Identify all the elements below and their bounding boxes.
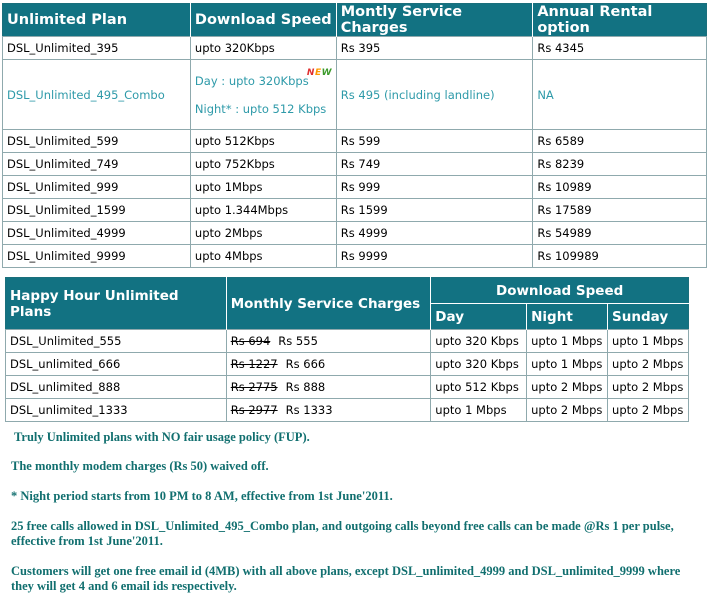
col-header-annual: Annual Rental option (533, 4, 707, 37)
night-speed-cell: upto 1 Mbps (527, 330, 608, 353)
speed-night: Night* : upto 512 Kbps (194, 101, 327, 116)
annual-cell: Rs 54989 (533, 222, 707, 245)
col-header-speed: Download Speed (190, 4, 336, 37)
old-price: Rs 2977 (230, 403, 278, 417)
col-header-night: Night (527, 304, 608, 330)
table-row (3, 245, 707, 268)
night-speed-cell: upto 2 Mbps (527, 399, 608, 422)
new-price: Rs 666 (285, 357, 326, 371)
col-header-charges: Monthly Service Charges (226, 278, 431, 330)
charges-cell: Rs 1599 (336, 199, 533, 222)
unlimited-plans-table (2, 3, 707, 268)
charges-cell: Rs 749 (336, 153, 533, 176)
day-speed-cell: upto 320 Kbps (431, 353, 527, 376)
col-header-download-speed: Download Speed (431, 278, 689, 304)
old-price: Rs 2775 (230, 380, 278, 394)
speed-cell: upto 4Mbps (190, 245, 336, 268)
charges-cell: Rs 9999 (336, 245, 533, 268)
plan-cell: DSL_unlimited_666 (6, 353, 227, 376)
col-header-charges: Montly Service Charges (336, 4, 533, 37)
note-fup: Truly Unlimited plans with NO fair usage policy (FUP). (14, 430, 310, 444)
speed-cell: upto 512Kbps (190, 130, 336, 153)
table-row-combo (3, 60, 707, 130)
charges-cell: Rs 999 (336, 176, 533, 199)
col-header-sunday: Sunday (608, 304, 689, 330)
charges-cell: Rs 599 (336, 130, 533, 153)
col-header-day: Day (431, 304, 527, 330)
note-email-ids: Customers will get one free email id (4MB) with all above plans, except DSL_unlimited_4999 and DSL_unlimited_9999 where they will get 4 and 6 email ids respectively. (11, 564, 681, 593)
old-price: Rs 694 (230, 334, 271, 348)
table-row (3, 199, 707, 222)
annual-cell: Rs 17589 (533, 199, 707, 222)
speed-cell-combo (190, 60, 336, 130)
annual-cell: NA (533, 60, 707, 130)
plan-cell: DSL_unlimited_888 (6, 376, 227, 399)
day-speed-cell: upto 512 Kbps (431, 376, 527, 399)
table-header-row (6, 278, 689, 304)
plan-cell: DSL_unlimited_1333 (6, 399, 227, 422)
table-row (6, 376, 689, 399)
new-badge-letter: W (321, 67, 333, 78)
sunday-speed-cell: upto 2 Mbps (608, 353, 689, 376)
plan-cell: DSL_Unlimited_599 (3, 130, 191, 153)
col-header-plan: Happy Hour Unlimited Plans (6, 278, 227, 330)
night-speed-cell: upto 1 Mbps (527, 353, 608, 376)
table-row (6, 330, 689, 353)
charges-cell (226, 353, 431, 376)
table-row (3, 176, 707, 199)
charges-cell: Rs 4999 (336, 222, 533, 245)
new-price: Rs 888 (285, 380, 326, 394)
old-price: Rs 1227 (230, 357, 278, 371)
table-row (6, 353, 689, 376)
charges-cell (226, 330, 431, 353)
annual-cell: Rs 10989 (533, 176, 707, 199)
plan-cell: DSL_Unlimited_4999 (3, 222, 191, 245)
table-header-row (3, 4, 707, 37)
charges-cell: Rs 395 (336, 37, 533, 60)
day-speed-cell: upto 1 Mbps (431, 399, 527, 422)
plan-cell: DSL_Unlimited_495_Combo (3, 60, 191, 130)
annual-cell: Rs 109989 (533, 245, 707, 268)
plan-cell: DSL_Unlimited_395 (3, 37, 191, 60)
night-speed-cell: upto 2 Mbps (527, 376, 608, 399)
table-row (3, 153, 707, 176)
annual-cell: Rs 6589 (533, 130, 707, 153)
plan-cell: DSL_Unlimited_749 (3, 153, 191, 176)
plan-cell: DSL_Unlimited_9999 (3, 245, 191, 268)
col-header-plan: Unlimited Plan (3, 4, 191, 37)
plan-cell: DSL_Unlimited_999 (3, 176, 191, 199)
new-badge-letter: N (306, 67, 315, 78)
speed-cell: upto 1.344Mbps (190, 199, 336, 222)
speed-cell: upto 1Mbps (190, 176, 336, 199)
new-badge (307, 59, 332, 87)
plan-cell: DSL_Unlimited_555 (6, 330, 227, 353)
charges-cell (226, 376, 431, 399)
happy-hour-plans-table (5, 277, 689, 422)
new-price: Rs 1333 (285, 403, 333, 417)
day-speed-cell: upto 320 Kbps (431, 330, 527, 353)
speed-cell: upto 2Mbps (190, 222, 336, 245)
new-badge-text (307, 68, 332, 78)
annual-cell: Rs 4345 (533, 37, 707, 60)
note-free-calls: 25 free calls allowed in DSL_Unlimited_495_Combo plan, and outgoing calls beyond free calls can be made @Rs 1 per pulse, effective from 1st June'2011. (11, 519, 674, 548)
speed-cell: upto 752Kbps (190, 153, 336, 176)
speed-cell: upto 320Kbps (190, 37, 336, 60)
table-row (3, 130, 707, 153)
sunday-speed-cell: upto 2 Mbps (608, 376, 689, 399)
note-night-period: * Night period starts from 10 PM to 8 AM, effective from 1st June'2011. (11, 489, 393, 503)
sunday-speed-cell: upto 1 Mbps (608, 330, 689, 353)
speed-day-text: Day : upto 320Kbps (194, 73, 309, 88)
new-badge-letter: E (314, 67, 322, 78)
note-modem-charges: The monthly modem charges (Rs 50) waived off. (11, 459, 269, 473)
sunday-speed-cell: upto 2 Mbps (608, 399, 689, 422)
table-row (6, 399, 689, 422)
plan-cell: DSL_Unlimited_1599 (3, 199, 191, 222)
charges-cell (226, 399, 431, 422)
annual-cell: Rs 8239 (533, 153, 707, 176)
charges-cell: Rs 495 (including landline) (336, 60, 533, 130)
table-row (3, 37, 707, 60)
speed-day (195, 67, 332, 95)
table-row (3, 222, 707, 245)
new-price: Rs 555 (278, 334, 318, 348)
